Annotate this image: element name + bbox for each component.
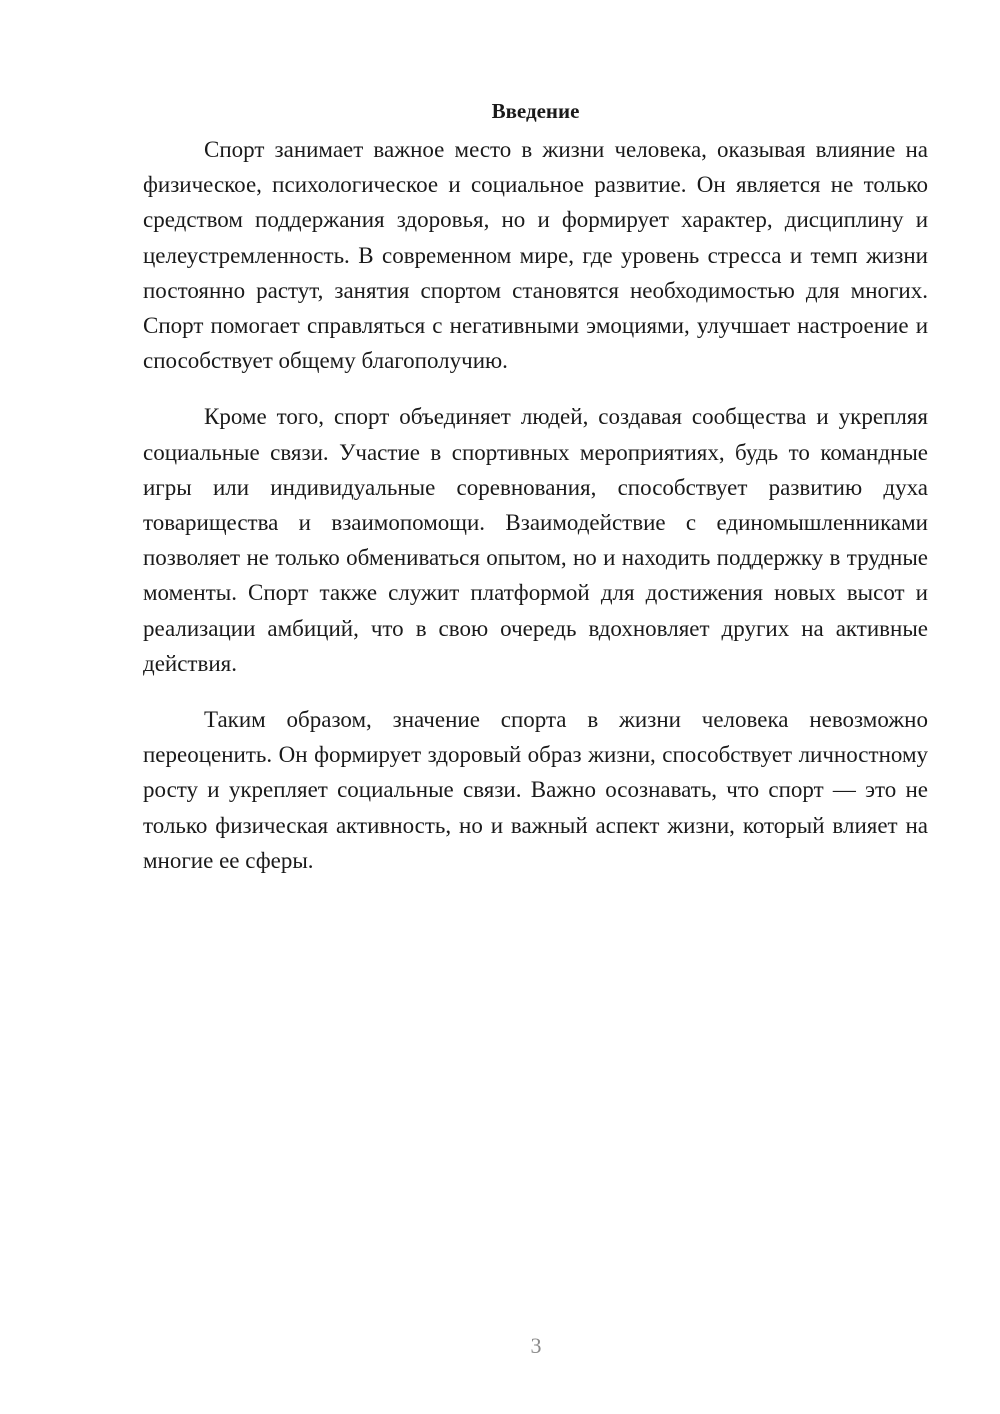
page-content	[143, 96, 928, 899]
paragraph-2: Кроме того, спорт объединяет людей, создавая сообщества и укрепляя социальные связи. Участие в спортивных мероприятиях, будь то командные игры или индивидуальные соревнования, способствует развитию духа товарищества и взаимопомощи. Взаимодействие с единомышленниками позволяет не только обмениваться опытом, но и находить поддержку в трудные моменты. Спорт также служит платформой для достижения новых высот и реализации амбиций, что в свою очередь вдохновляет других на активные действия.	[143, 404, 928, 676]
section-title: Введение	[491, 99, 580, 123]
paragraph-1: Спорт занимает важное место в жизни человека, оказывая влияние на физическое, психологическое и социальное развитие. Он является не только средством поддержания здоровья, но и формирует характер, дисциплину и целеустремленность. В современном мире, где уровень стресса и темп жизни постоянно растут, занятия спортом становятся необходимостью для многих. Спорт помогает справляться с негативными эмоциями, улучшает настроение и способствует общему благополучию.	[143, 137, 928, 374]
page-number: 3	[530, 1333, 542, 1358]
paragraph-3: Таким образом, значение спорта в жизни человека невозможно переоценить. Он формирует здоровый образ жизни, способствует личностному росту и укрепляет социальные связи. Важно осознавать, что спорт — это не только физическая активность, но и важный аспект жизни, который влияет на многие ее сферы.	[143, 707, 928, 873]
